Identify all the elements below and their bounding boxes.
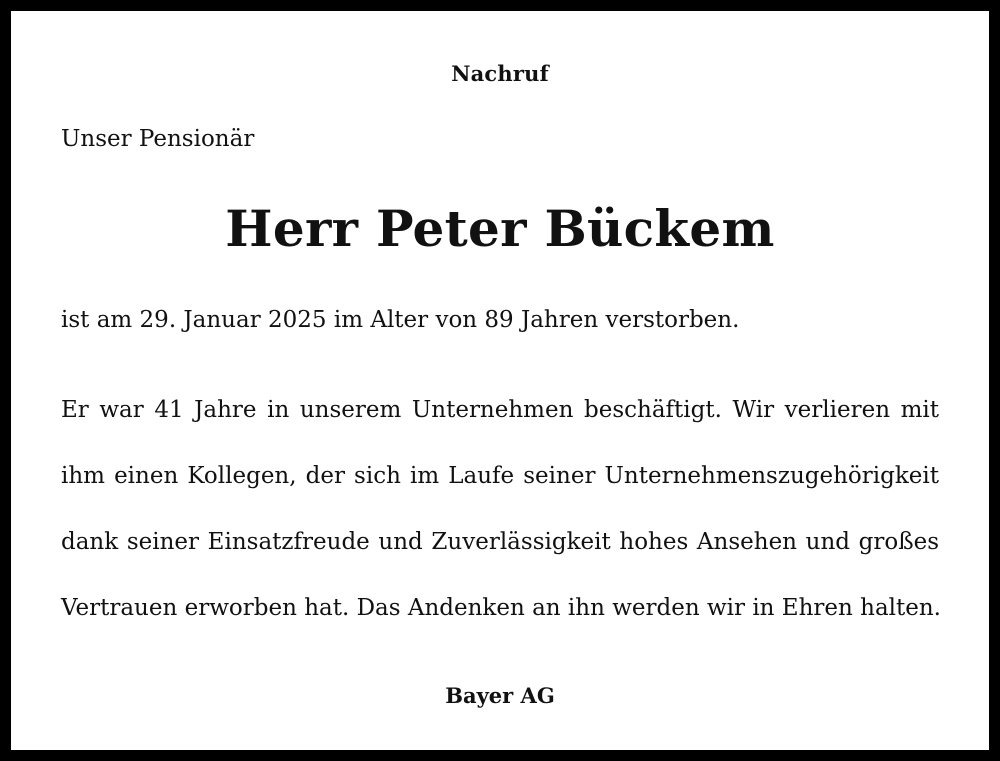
body-line: Vertrauen erworben hat. Das Andenken an ihn werden wir in Ehren halten. [61, 595, 941, 621]
death-announcement: ist am 29. Januar 2025 im Alter von 89 Jahren verstorben. [61, 307, 740, 333]
body-line: dank seiner Einsatzfreude und Zuverlässigkeit hohes Ansehen und großes [61, 529, 939, 555]
notice-heading: Nachruf [451, 61, 549, 86]
intro-text: Unser Pensionär [61, 126, 255, 152]
deceased-name: Herr Peter Bückem [225, 199, 775, 258]
body-line: Er war 41 Jahre in unserem Unternehmen beschäftigt. Wir verlieren mit [61, 397, 939, 423]
body-line: ihm einen Kollegen, der sich im Laufe seiner Unternehmenszugehörigkeit [61, 463, 939, 489]
body-paragraph [61, 377, 939, 641]
company-signature: Bayer AG [445, 683, 555, 708]
